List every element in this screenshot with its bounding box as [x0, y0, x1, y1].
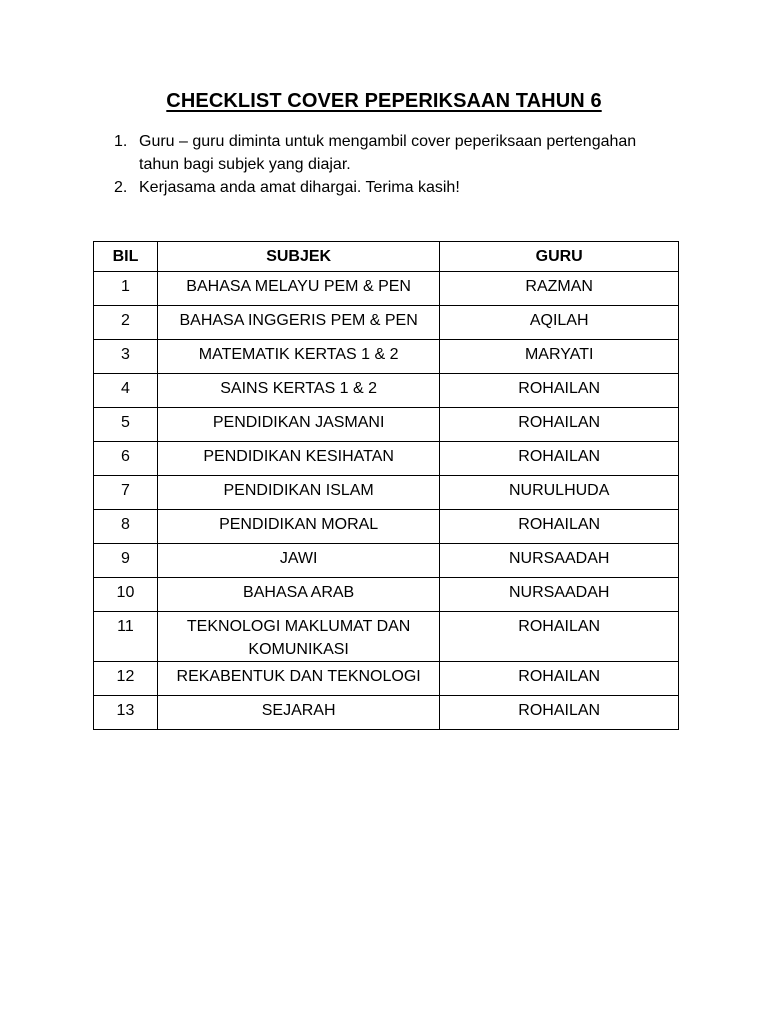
- cell-bil: 13: [94, 696, 158, 730]
- cell-subjek: JAWI: [157, 544, 439, 578]
- header-guru: GURU: [440, 242, 679, 272]
- cell-bil: 12: [94, 662, 158, 696]
- table-row: [94, 696, 679, 730]
- instruction-list: [114, 130, 674, 199]
- cell-bil: 6: [94, 442, 158, 476]
- table-row: [94, 612, 679, 662]
- cell-subjek: TEKNOLOGI MAKLUMAT DAN KOMUNIKASI: [157, 612, 439, 662]
- cell-guru: ROHAILAN: [440, 510, 679, 544]
- table-row: [94, 442, 679, 476]
- cell-bil: 11: [94, 612, 158, 662]
- table-row: [94, 578, 679, 612]
- cell-subjek: REKABENTUK DAN TEKNOLOGI: [157, 662, 439, 696]
- cell-subjek: PENDIDIKAN KESIHATAN: [157, 442, 439, 476]
- cell-subjek: BAHASA ARAB: [157, 578, 439, 612]
- cell-guru: ROHAILAN: [440, 374, 679, 408]
- table-row: [94, 662, 679, 696]
- table-row: [94, 306, 679, 340]
- cell-subjek: BAHASA INGGERIS PEM & PEN: [157, 306, 439, 340]
- table-row: [94, 272, 679, 306]
- cell-bil: 5: [94, 408, 158, 442]
- header-bil: BIL: [94, 242, 158, 272]
- table-row: [94, 408, 679, 442]
- cell-guru: NURULHUDA: [440, 476, 679, 510]
- cell-subjek: PENDIDIKAN JASMANI: [157, 408, 439, 442]
- cell-bil: 10: [94, 578, 158, 612]
- instruction-item: [114, 176, 674, 199]
- header-subjek: SUBJEK: [157, 242, 439, 272]
- cell-subjek: SEJARAH: [157, 696, 439, 730]
- instruction-text: Kerjasama anda amat dihargai. Terima kasih!: [139, 179, 460, 196]
- cell-subjek: PENDIDIKAN MORAL: [157, 510, 439, 544]
- cell-guru: NURSAADAH: [440, 578, 679, 612]
- cell-subjek: PENDIDIKAN ISLAM: [157, 476, 439, 510]
- table-row: [94, 510, 679, 544]
- instruction-text: Guru – guru diminta untuk mengambil cover peperiksaan pertengahan tahun bagi subjek yang diajar.: [139, 133, 637, 173]
- table-row: [94, 544, 679, 578]
- checklist-table: [93, 241, 679, 730]
- cell-guru: ROHAILAN: [440, 442, 679, 476]
- table-row: [94, 340, 679, 374]
- cell-subjek: MATEMATIK KERTAS 1 & 2: [157, 340, 439, 374]
- cell-guru: ROHAILAN: [440, 696, 679, 730]
- cell-guru: RAZMAN: [440, 272, 679, 306]
- cell-subjek: BAHASA MELAYU PEM & PEN: [157, 272, 439, 306]
- cell-bil: 4: [94, 374, 158, 408]
- cell-bil: 1: [94, 272, 158, 306]
- instruction-item: [114, 130, 674, 176]
- cell-bil: 9: [94, 544, 158, 578]
- cell-guru: AQILAH: [440, 306, 679, 340]
- cell-subjek: SAINS KERTAS 1 & 2: [157, 374, 439, 408]
- instruction-number: 1.: [114, 133, 128, 150]
- instruction-number: 2.: [114, 179, 128, 196]
- cell-guru: ROHAILAN: [440, 612, 679, 662]
- cell-guru: ROHAILAN: [440, 662, 679, 696]
- cell-bil: 2: [94, 306, 158, 340]
- cell-guru: ROHAILAN: [440, 408, 679, 442]
- table-row: [94, 476, 679, 510]
- cell-guru: MARYATI: [440, 340, 679, 374]
- table-row: [94, 374, 679, 408]
- document-title: CHECKLIST COVER PEPERIKSAAN TAHUN 6: [166, 90, 602, 112]
- table-header-row: [94, 242, 679, 272]
- cell-guru: NURSAADAH: [440, 544, 679, 578]
- cell-bil: 3: [94, 340, 158, 374]
- cell-bil: 8: [94, 510, 158, 544]
- cell-bil: 7: [94, 476, 158, 510]
